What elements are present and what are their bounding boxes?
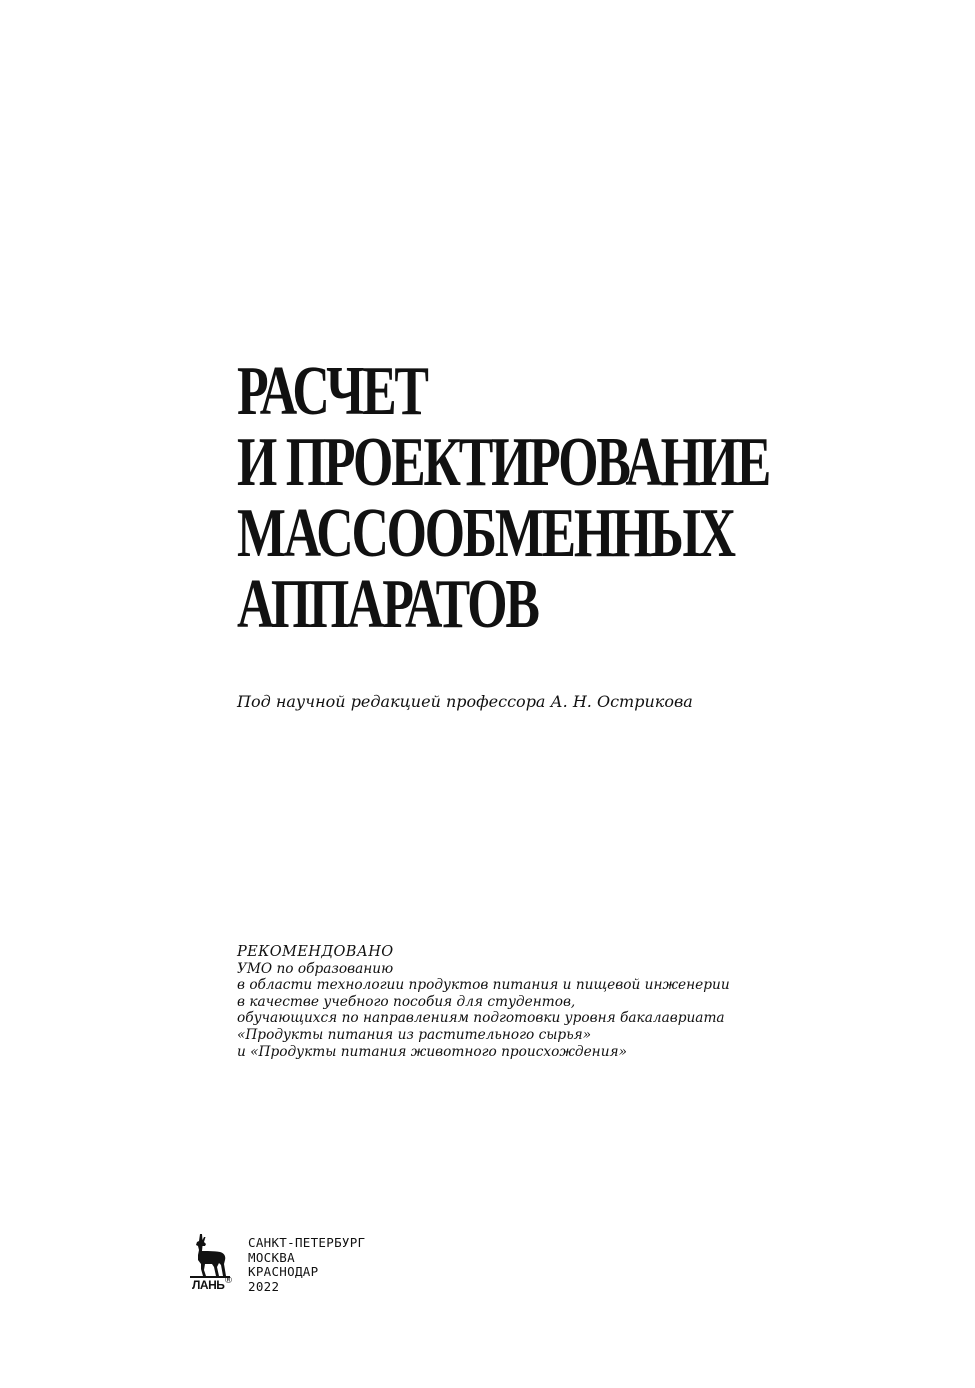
recommendation-line: обучающихся по направлениям подготовки уровня бакалавриата — [237, 1010, 725, 1027]
deer-icon — [190, 1232, 240, 1278]
book-title-line-2: И ПРОЕКТИРОВАНИЕ — [237, 424, 770, 501]
publication-year: 2022 — [248, 1278, 280, 1294]
recommendation-line: УМО по образованию — [237, 960, 394, 977]
recommendation-heading: РЕКОМЕНДОВАНО — [237, 944, 394, 960]
publisher-logo-text: ЛАНЬ — [192, 1278, 225, 1292]
recommendation-line: «Продукты питания из растительного сырья» — [237, 1026, 592, 1043]
city: МОСКВА — [248, 1249, 295, 1265]
book-title — [237, 353, 770, 643]
editor-credit: Под научной редакцией профессора А. Н. Острикова — [237, 692, 693, 711]
book-title-line-4: АППАРАТОВ — [237, 566, 538, 643]
registered-mark: ® — [224, 1276, 233, 1286]
book-title-line-1: РАСЧЕТ — [237, 353, 427, 430]
publisher-imprint — [190, 1232, 490, 1302]
book-title-line-3: МАССООБМЕННЫХ — [237, 495, 734, 572]
recommendation-block — [237, 944, 877, 1060]
recommendation-line: в области технологии продуктов питания и пищевой инженерии — [237, 977, 730, 994]
recommendation-line: и «Продукты питания животного происхождения» — [237, 1043, 627, 1060]
publisher-cities — [248, 1236, 365, 1294]
publisher-logo — [190, 1232, 240, 1296]
recommendation-line: в качестве учебного пособия для студентов, — [237, 993, 576, 1010]
city: САНКТ-ПЕТЕРБУРГ — [248, 1235, 366, 1250]
city: КРАСНОДАР — [248, 1264, 319, 1279]
